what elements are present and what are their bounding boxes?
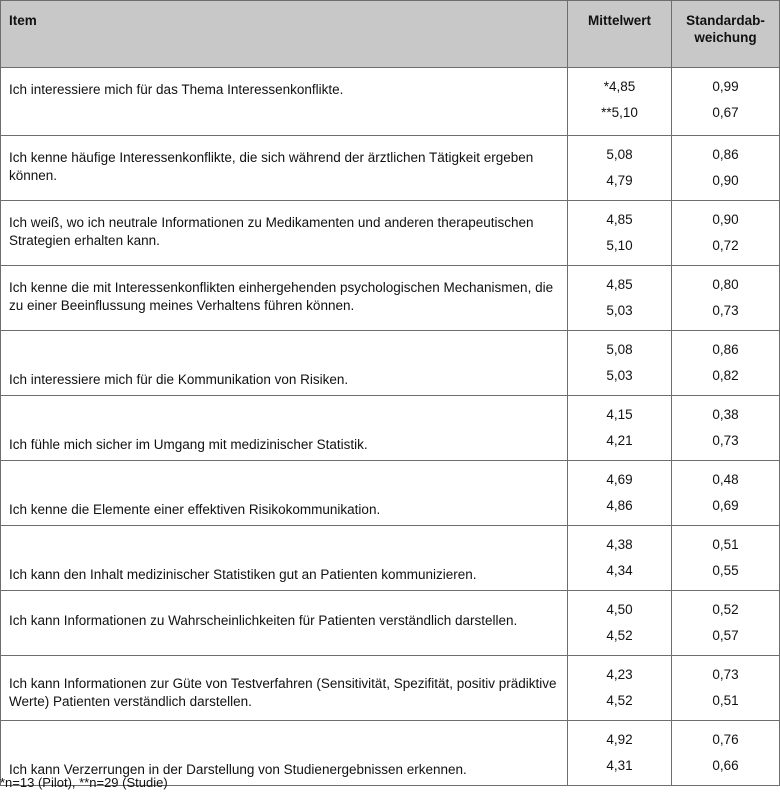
table-row: [1, 461, 780, 526]
mean-pilot: 4,15: [606, 407, 633, 422]
sd-cell: [672, 461, 780, 526]
sd-cell: [672, 526, 780, 591]
item-text: Ich kenne die Elemente einer effektiven Risikokommunikation.: [1, 461, 568, 526]
footnote: *n=13 (Pilot), **n=29 (Studie): [0, 775, 168, 790]
table-row: [1, 396, 780, 461]
header-sd-line1: Standardab-: [686, 13, 765, 28]
item-text: Ich interessiere mich für die Kommunikation von Risiken.: [1, 331, 568, 396]
sd-study: 0,73: [712, 433, 739, 448]
table-row: [1, 526, 780, 591]
header-sd: [672, 1, 780, 68]
mean-pilot: 4,50: [606, 602, 633, 617]
item-text: Ich kann Informationen zu Wahrscheinlichkeiten für Patienten verständlich darstellen.: [1, 591, 568, 656]
sd-pilot: 0,80: [712, 277, 739, 292]
sd-study: 0,66: [712, 758, 739, 773]
header-row: [1, 1, 780, 68]
sd-pilot: 0,90: [712, 212, 739, 227]
mean-cell: [568, 331, 672, 396]
mean-pilot: 5,08: [606, 147, 633, 162]
mean-pilot: 4,85: [606, 212, 633, 227]
mean-pilot: 5,08: [606, 342, 633, 357]
mean-study: 4,31: [606, 758, 633, 773]
mean-study: 4,21: [606, 433, 633, 448]
mean-cell: [568, 591, 672, 656]
sd-study: 0,72: [712, 238, 739, 253]
sd-cell: [672, 396, 780, 461]
sd-cell: [672, 331, 780, 396]
sd-pilot: 0,51: [712, 537, 739, 552]
mean-cell: [568, 68, 672, 136]
header-mean: Mittelwert: [568, 1, 672, 68]
mean-study: 4,52: [606, 628, 633, 643]
mean-study: 4,86: [606, 498, 633, 513]
sd-cell: [672, 591, 780, 656]
table-row: [1, 68, 780, 136]
mean-cell: [568, 201, 672, 266]
mean-pilot: 4,38: [606, 537, 633, 552]
mean-study: **5,10: [601, 105, 638, 120]
sd-pilot: 0,52: [712, 602, 739, 617]
sd-study: 0,57: [712, 628, 739, 643]
item-text: Ich kann den Inhalt medizinischer Statistiken gut an Patienten kommunizieren.: [1, 526, 568, 591]
mean-pilot: 4,92: [606, 732, 633, 747]
mean-cell: [568, 656, 672, 721]
sd-cell: [672, 201, 780, 266]
mean-pilot: 4,69: [606, 472, 633, 487]
mean-pilot: *4,85: [603, 79, 636, 94]
mean-cell: [568, 136, 672, 201]
item-text: Ich kann Informationen zur Güte von Testverfahren (Sensitivität, Spezifität, positiv prädiktive Werte) Patienten verständlich darstellen.: [1, 656, 568, 721]
sd-study: 0,90: [712, 173, 739, 188]
table-row: [1, 591, 780, 656]
item-text: Ich weiß, wo ich neutrale Informationen zu Medikamenten und anderen therapeutischen Strategien erhalten kann.: [1, 201, 568, 266]
sd-pilot: 0,38: [712, 407, 739, 422]
item-text: Ich kenne die mit Interessenkonflikten einhergehenden psychologischen Mechanismen, die zu einer Beeinflussung meines Verhaltens führen können.: [1, 266, 568, 331]
header-item: Item: [1, 1, 568, 68]
sd-study: 0,55: [712, 563, 739, 578]
sd-study: 0,82: [712, 368, 739, 383]
mean-cell: [568, 721, 672, 786]
table-row: [1, 656, 780, 721]
mean-cell: [568, 461, 672, 526]
table-row: [1, 201, 780, 266]
mean-cell: [568, 266, 672, 331]
sd-pilot: 0,48: [712, 472, 739, 487]
sd-cell: [672, 68, 780, 136]
mean-cell: [568, 526, 672, 591]
sd-cell: [672, 266, 780, 331]
mean-study: 5,03: [606, 368, 633, 383]
sd-cell: [672, 721, 780, 786]
mean-study: 4,34: [606, 563, 633, 578]
mean-pilot: 4,85: [606, 277, 633, 292]
sd-study: 0,69: [712, 498, 739, 513]
sd-study: 0,67: [712, 105, 739, 120]
header-sd-line2: weichung: [694, 30, 757, 45]
table-row: [1, 136, 780, 201]
item-text: Ich kann Verzerrungen in der Darstellung von Studienergebnissen erkennen.: [1, 721, 568, 786]
sd-pilot: 0,73: [712, 667, 739, 682]
sd-cell: [672, 136, 780, 201]
mean-pilot: 4,23: [606, 667, 633, 682]
sd-pilot: 0,99: [712, 79, 739, 94]
item-text: Ich kenne häufige Interessenkonflikte, die sich während der ärztlichen Tätigkeit ergeben können.: [1, 136, 568, 201]
table-row: [1, 266, 780, 331]
sd-study: 0,73: [712, 303, 739, 318]
sd-cell: [672, 656, 780, 721]
table-row: [1, 331, 780, 396]
mean-study: 4,79: [606, 173, 633, 188]
item-text: Ich fühle mich sicher im Umgang mit medizinischer Statistik.: [1, 396, 568, 461]
sd-pilot: 0,86: [712, 342, 739, 357]
sd-pilot: 0,86: [712, 147, 739, 162]
mean-study: 5,03: [606, 303, 633, 318]
mean-study: 4,52: [606, 693, 633, 708]
sd-pilot: 0,76: [712, 732, 739, 747]
sd-study: 0,51: [712, 693, 739, 708]
item-text: Ich interessiere mich für das Thema Interessenkonflikte.: [1, 68, 568, 136]
mean-study: 5,10: [606, 238, 633, 253]
mean-cell: [568, 396, 672, 461]
